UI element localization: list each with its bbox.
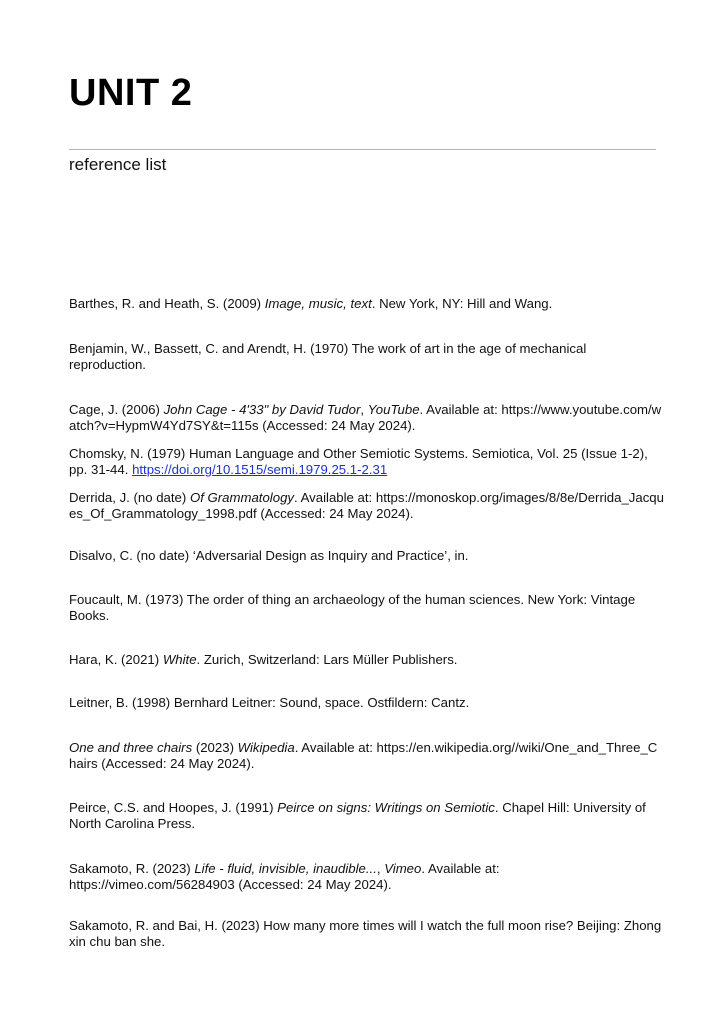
reference-text: . Available at: https://en.wikipedia.org//wiki/One_and_Three_Chairs (Accessed: 24 May 2024).	[69, 740, 658, 771]
title-divider	[69, 149, 656, 150]
page-title: UNIT 2	[69, 72, 193, 114]
reference-text: . Available at: https://vimeo.com/56284903 (Accessed: 24 May 2024).	[69, 861, 500, 892]
reference-text: ,	[376, 861, 385, 876]
reference-item	[69, 446, 664, 478]
reference-text: Chomsky, N. (1979) Human Language and Other Semiotic Systems. Semiotica, Vol. 25 (Issue 1-2), pp. 31-44.	[69, 446, 648, 477]
reference-item	[69, 861, 664, 893]
reference-title: One and three chairs	[69, 740, 193, 755]
reference-text: . Chapel Hill: University of North Carolina Press.	[69, 800, 646, 831]
doi-link[interactable]: https://doi.org/10.1515/semi.1979.25.1-2.31	[132, 462, 388, 477]
reference-source: Wikipedia	[237, 740, 295, 755]
reference-text: Derrida, J. (no date)	[69, 490, 190, 505]
reference-text: Peirce, C.S. and Hoopes, J. (1991)	[69, 800, 278, 815]
reference-text: . New York, NY: Hill and Wang.	[371, 296, 553, 311]
reference-item	[69, 548, 664, 564]
reference-text: Cage, J. (2006)	[69, 402, 164, 417]
reference-text: . Available at: https://monoskop.org/images/8/8e/Derrida_Jacques_Of_Grammatology_1998.pdf (Accessed: 24 May 2024).	[69, 490, 664, 521]
reference-text: Hara, K. (2021)	[69, 652, 163, 667]
reference-item	[69, 652, 664, 668]
reference-item	[69, 695, 664, 711]
reference-text: (2023)	[192, 740, 238, 755]
reference-text: . Available at: https://www.youtube.com/watch?v=HypmW4Yd7SY&t=115s (Accessed: 24 May 2024).	[69, 402, 662, 433]
reference-title: Peirce on signs: Writings on Semiotic	[277, 800, 495, 815]
reference-item	[69, 918, 664, 950]
reference-item	[69, 341, 664, 373]
reference-title: Of Grammatology	[189, 490, 295, 505]
reference-text: Sakamoto, R. and Bai, H. (2023) How many more times will I watch the full moon rise? Beijing: Zhong xin chu ban she.	[69, 918, 662, 949]
reference-text: Barthes, R. and Heath, S. (2009)	[69, 296, 265, 311]
reference-source: Vimeo	[384, 861, 422, 876]
reference-text: Sakamoto, R. (2023)	[69, 861, 195, 876]
reference-item	[69, 402, 664, 434]
reference-title: Image, music, text	[264, 296, 372, 311]
reference-text: Disalvo, C. (no date) ‘Adversarial Design as Inquiry and Practice’, in.	[69, 548, 469, 563]
reference-title: Life - fluid, invisible, inaudible...	[194, 861, 377, 876]
page-subtitle: reference list	[69, 155, 167, 174]
reference-item	[69, 296, 664, 312]
reference-source: YouTube	[367, 402, 420, 417]
reference-item	[69, 800, 664, 832]
reference-item	[69, 490, 664, 522]
reference-text: ,	[360, 402, 368, 417]
reference-item	[69, 592, 664, 624]
reference-text: Benjamin, W., Bassett, C. and Arendt, H. (1970) The work of art in the age of mechanical reproduction.	[69, 341, 587, 372]
reference-title: White	[162, 652, 197, 667]
reference-text: . Zurich, Switzerland: Lars Müller Publishers.	[196, 652, 458, 667]
reference-item	[69, 740, 664, 772]
reference-title: John Cage - 4'33" by David Tudor	[163, 402, 361, 417]
reference-text: Foucault, M. (1973) The order of thing an archaeology of the human sciences. New York: Vintage Books.	[69, 592, 636, 623]
reference-text: Leitner, B. (1998) Bernhard Leitner: Sound, space. Ostfildern: Cantz.	[69, 695, 470, 710]
